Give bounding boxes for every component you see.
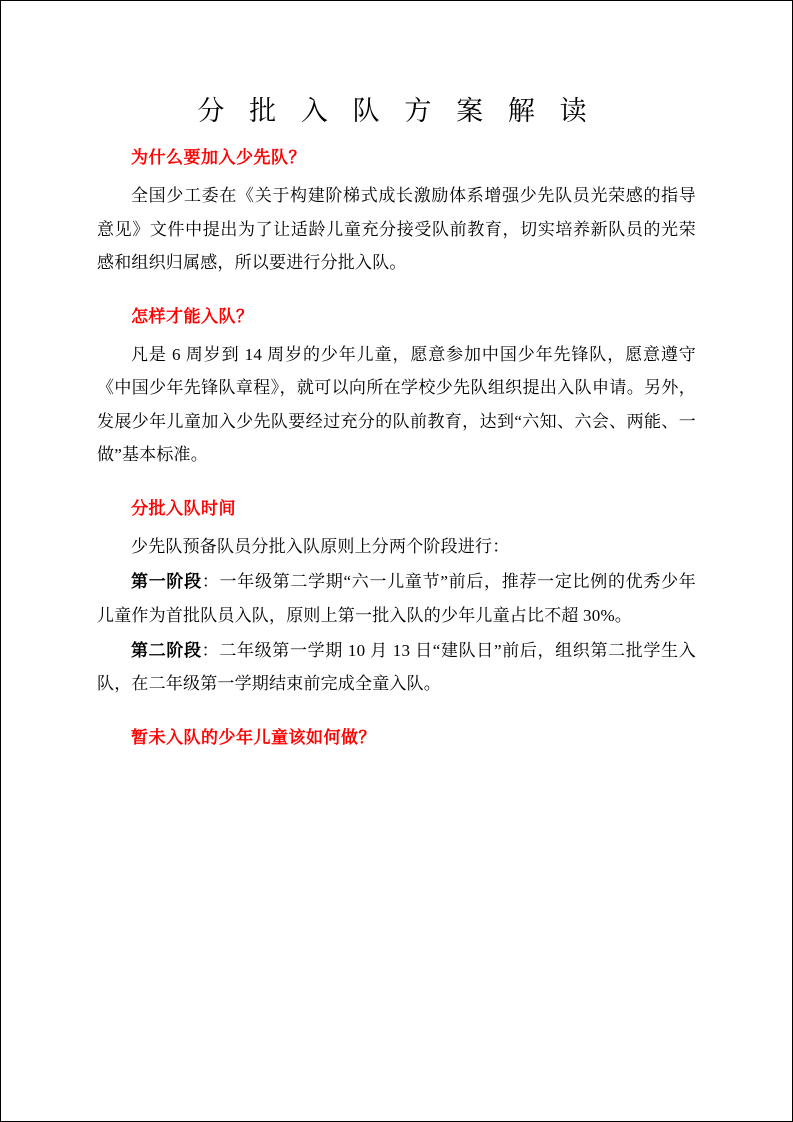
section-heading-schedule: 分批入队时间 [131,498,236,518]
page-title: 分 批 入 队 方 案 解 读 [197,96,596,126]
stage-one-label: 第一阶段 [131,572,202,592]
paragraph-schedule-intro: 少先队预备队员分批入队原则上分两个阶段进行： [131,537,510,557]
stage-one-text: ：一年级第二学期“六一儿童节”前后，推荐一定比例的优秀少年儿童作为首批队员入队，原则上第一批入队的少年儿童占比不超 30%。 [97,572,696,625]
section-heading-how-to-join: 怎样才能入队？ [131,306,254,326]
paragraph-stage-one [97,565,696,631]
stage-two-label: 第二阶段 [131,640,202,660]
section-heading-why-join: 为什么要加入少先队？ [131,148,306,167]
paragraph-why-join: 全国少工委在《关于构建阶梯式成长激励体系增强少先队员光荣感的指导意见》文件中提出为了让适龄儿童充分接受队前教育，切实培养新队员的光荣感和组织归属感，所以要进行分批入队。 [97,186,696,272]
stage-two-text: ：二年级第一学期 10 月 13 日“建队日”前后，组织第二批学生入队，在二年级第一学期结束前完成全童入队。 [97,640,696,693]
paragraph-how-to-join: 凡是 6 周岁到 14 周岁的少年儿童，愿意参加中国少年先锋队，愿意遵守《中国少年先锋队章程》，就可以向所在学校少先队组织提出入队申请。另外，发展少年儿童加入少先队要经过充分的队前教育，达到“六知、六会、两能、一做”基本标准。 [97,345,696,464]
section-heading-not-yet-joined: 暂未入队的少年儿童该如何做？ [131,728,376,747]
paragraph-stage-two [97,634,696,700]
